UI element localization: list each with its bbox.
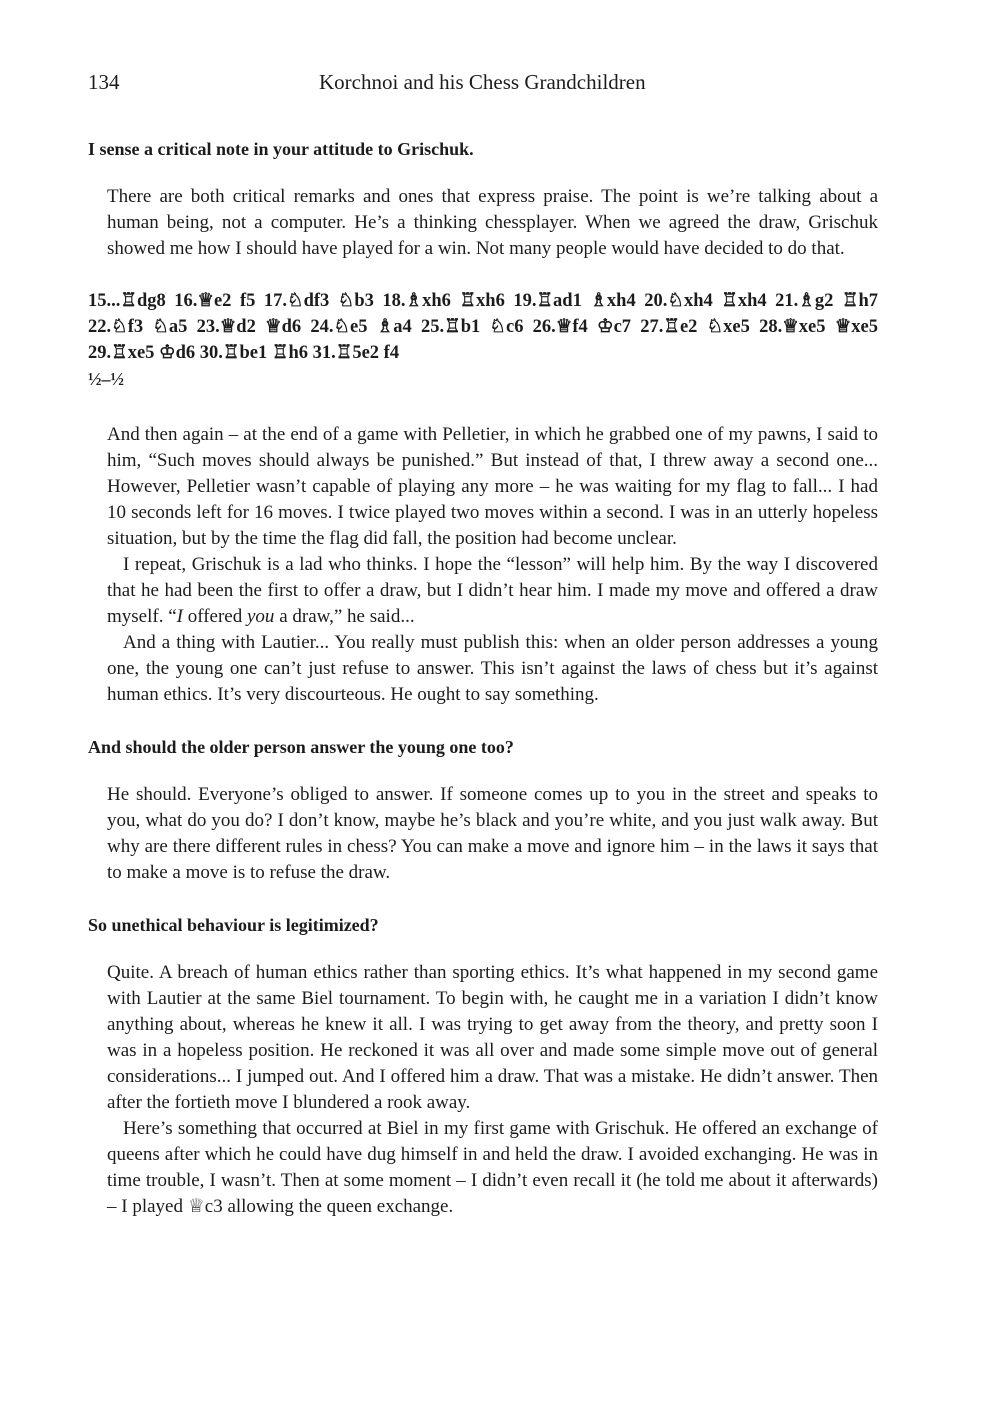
interview-answer [107,782,878,886]
page-header [88,70,888,100]
interview-question: So unethical behaviour is legitimized? [88,915,379,935]
emphasis-text: I [176,606,183,627]
answer-paragraph: He should. Everyone’s obliged to answer. If someone comes up to you in the street and speaks to you, what do you do? I don’t know, maybe he’s black and you’re white, and you just walk away. But why are there different rules in chess? You can make a move and ignore him – in the laws it says that to make a move is to refuse the draw. [107,784,878,883]
interview-question: I sense a critical note in your attitude to Grischuk. [88,139,474,159]
answer-paragraph: Here’s something that occurred at Biel in my first game with Grischuk. He offered an exchange of queens after which he could have dug himself in and held the draw. I avoided exchanging. He was in time trouble, I wasn’t. Then at some moment – I didn’t even recall it (he told me about it afterwards) – I played ♕c3 allowing the queen exchange. [107,1118,878,1217]
interview-answer [107,422,878,708]
interview-question: And should the older person answer the young one too? [88,737,514,757]
game-result: ½–½ [88,369,124,389]
paragraph-text: I repeat, Grischuk is a lad who thinks. I hope the “lesson” will help him. By the way I discovered that he had been the first to offer a draw, but I didn’t hear him. I made my move and offered a draw myself. “ [107,554,878,627]
answer-paragraph: And a thing with Lautier... You really must publish this: when an older person addresses a young one, the young one can’t just refuse to answer. This isn’t against the laws of chess but it’s against human ethics. It’s very discourteous. He ought to say something. [107,632,878,705]
paragraph-text: offered [182,606,247,627]
page-body [88,136,878,1220]
answer-paragraph: There are both critical remarks and ones that express praise. The point is we’re talking about a human being, not a computer. He’s a thinking chessplayer. When we agreed the draw, Grischuk showed me how I should have played for a win. Not many people would have decided to do that. [107,186,878,259]
interview-answer [107,960,878,1220]
answer-paragraph: And then again – at the end of a game with Pelletier, in which he grabbed one of my pawns, I said to him, “Such moves should always be punished.” But instead of that, I threw away a second one... However, Pelletier wasn’t capable of playing any more – he was waiting for my flag to fall... I had 10 seconds left for 16 moves. I twice played two moves within a second. I was in an utterly hopeless situation, but by the time the flag did fall, the position had become unclear. [107,424,878,549]
page-number: 134 [88,70,120,94]
answer-paragraph: Quite. A breach of human ethics rather than sporting ethics. It’s what happened in my second game with Lautier at the same Biel tournament. To begin with, he caught me in a variation I didn’t know anything about, whereas he knew it all. I was trying to get away from the theory, and pretty soon I was in a hopeless position. He reckoned it was all over and made some simple move out of general considerations... I jumped out. And I offered him a draw. That was a mistake. He didn’t answer. Then after the fortieth move I blundered a rook away. [107,962,878,1113]
paragraph-text: a draw,” he said... [274,606,415,627]
emphasis-text: you [247,606,275,627]
game-moves: 15...♖dg8 16.♕e2 f5 17.♘df3 ♘b3 18.♗xh6 ♖xh6 19.♖ad1 ♗xh4 20.♘xh4 ♖xh4 21.♗g2 ♖h7 22.♘f3 ♘a5 23.♕d2 ♕d6 24.♘e5 ♗a4 25.♖b1 ♘c6 26.♕f4 ♔c7 27.♖e2 ♘xe5 28.♕xe5 ♕xe5 29.♖xe5 ♔d6 30.♖be1 ♖h6 31.♖5e2 f4 [88,291,878,363]
answer-paragraph [107,552,878,630]
interview-answer [107,184,878,262]
running-title: Korchnoi and his Chess Grandchildren [319,70,646,94]
